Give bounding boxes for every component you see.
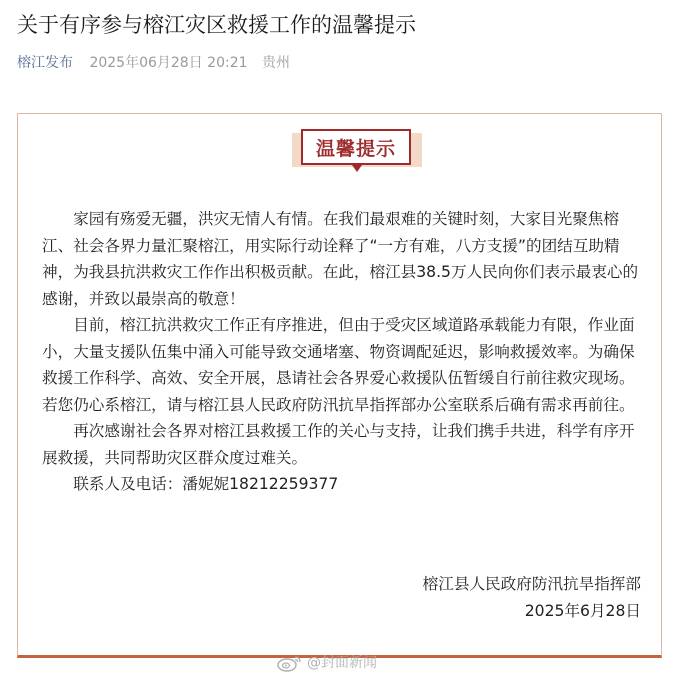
notice-paragraph: 目前，榕江抗洪救灾工作正有序推进，但由于受灾区域道路承载能力有限，作业面小，大量支援队伍集中涌入可能导致交通堵塞、物资调配延迟，影响救援效率。为确保救援工作科学、高效、安全开展，恳请社会各界爱心救援队伍暂缓自行前往救灾现场。若您仍心系榕江，请与榕江县人民政府防汛抗旱指挥部办公室联系后确有需求再前往。 (42, 316, 635, 414)
notice-paragraph: 家园有殇爱无疆，洪灾无情人有情。在我们最艰难的关键时刻，大家目光聚焦榕江、社会各界力量汇聚榕江，用实际行动诠释了“一方有难，八方支援”的团结互助精神，为我县抗洪救灾工作作出积极贡献。在此，榕江县38.5万人民向你们表示最衷心的感谢，并致以最崇高的敬意！ (42, 210, 639, 308)
notice-card (17, 113, 662, 658)
article-meta (17, 53, 290, 73)
article-title: 关于有序参与榕江灾区救援工作的温馨提示 (17, 13, 416, 37)
weibo-icon (276, 654, 304, 672)
publish-location: 贵州 (261, 55, 290, 71)
notice-badge (292, 129, 422, 175)
publish-date: 2025年06月28日 20:21 (89, 55, 248, 71)
badge-label: 温馨提示 (315, 137, 396, 160)
notice-body (42, 206, 642, 498)
badge-pointer-icon (352, 165, 362, 173)
notice-signature (423, 571, 641, 624)
badge-frame (301, 129, 411, 165)
watermark-text: @封面新闻 (307, 655, 377, 671)
signature-date: 2025年6月28日 (524, 601, 641, 620)
author-link[interactable]: 榕江发布 (17, 55, 73, 71)
signature-org: 榕江县人民政府防汛抗旱指挥部 (422, 575, 641, 593)
watermark (276, 652, 377, 674)
contact-info: 联系人及电话：潘妮妮18212259377 (73, 475, 339, 493)
notice-paragraph: 再次感谢社会各界对榕江县救援工作的关心与支持，让我们携手共进，科学有序开展救援，共同帮助灾区群众度过难关。 (42, 422, 635, 467)
